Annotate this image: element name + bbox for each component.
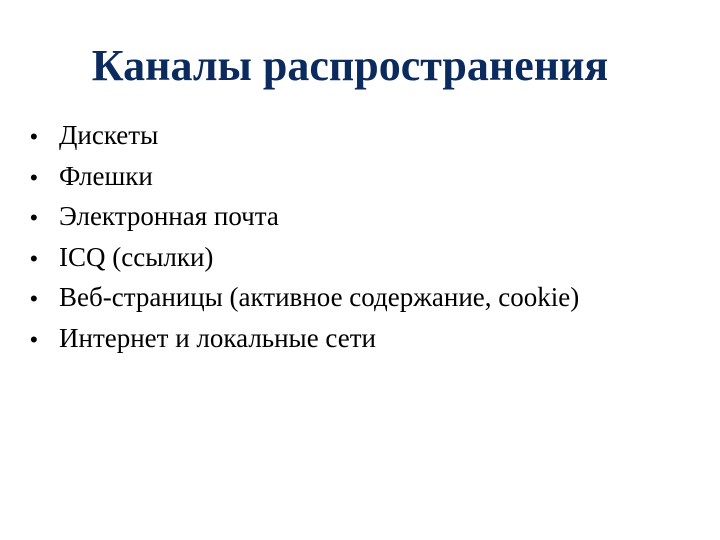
bullet-text: Флешки (59, 160, 153, 191)
bullet-text: Интернет и локальные сети (59, 322, 376, 353)
bullet-icon: • (30, 245, 38, 271)
bullet-icon: • (30, 205, 38, 231)
bullet-text: ICQ (ссылки) (59, 241, 214, 272)
bullet-item-flash-drives (30, 161, 579, 202)
bullet-text: Дискеты (59, 120, 159, 150)
bullet-icon: • (30, 286, 38, 312)
bullet-item-icq (30, 242, 579, 283)
bullet-icon: • (30, 326, 38, 352)
bullet-icon: • (30, 164, 38, 190)
bullet-item-networks (30, 323, 579, 364)
bullet-item-diskettes (30, 120, 579, 161)
bullet-icon: • (30, 124, 38, 149)
bullet-list (30, 120, 579, 364)
bullet-item-email (30, 201, 579, 242)
slide-title: Каналы распространения (91, 41, 609, 90)
bullet-item-web-pages (30, 282, 579, 323)
bullet-text: Электронная почта (59, 201, 279, 232)
bullet-text: Веб-страницы (активное содержание, cookie) (59, 282, 580, 313)
